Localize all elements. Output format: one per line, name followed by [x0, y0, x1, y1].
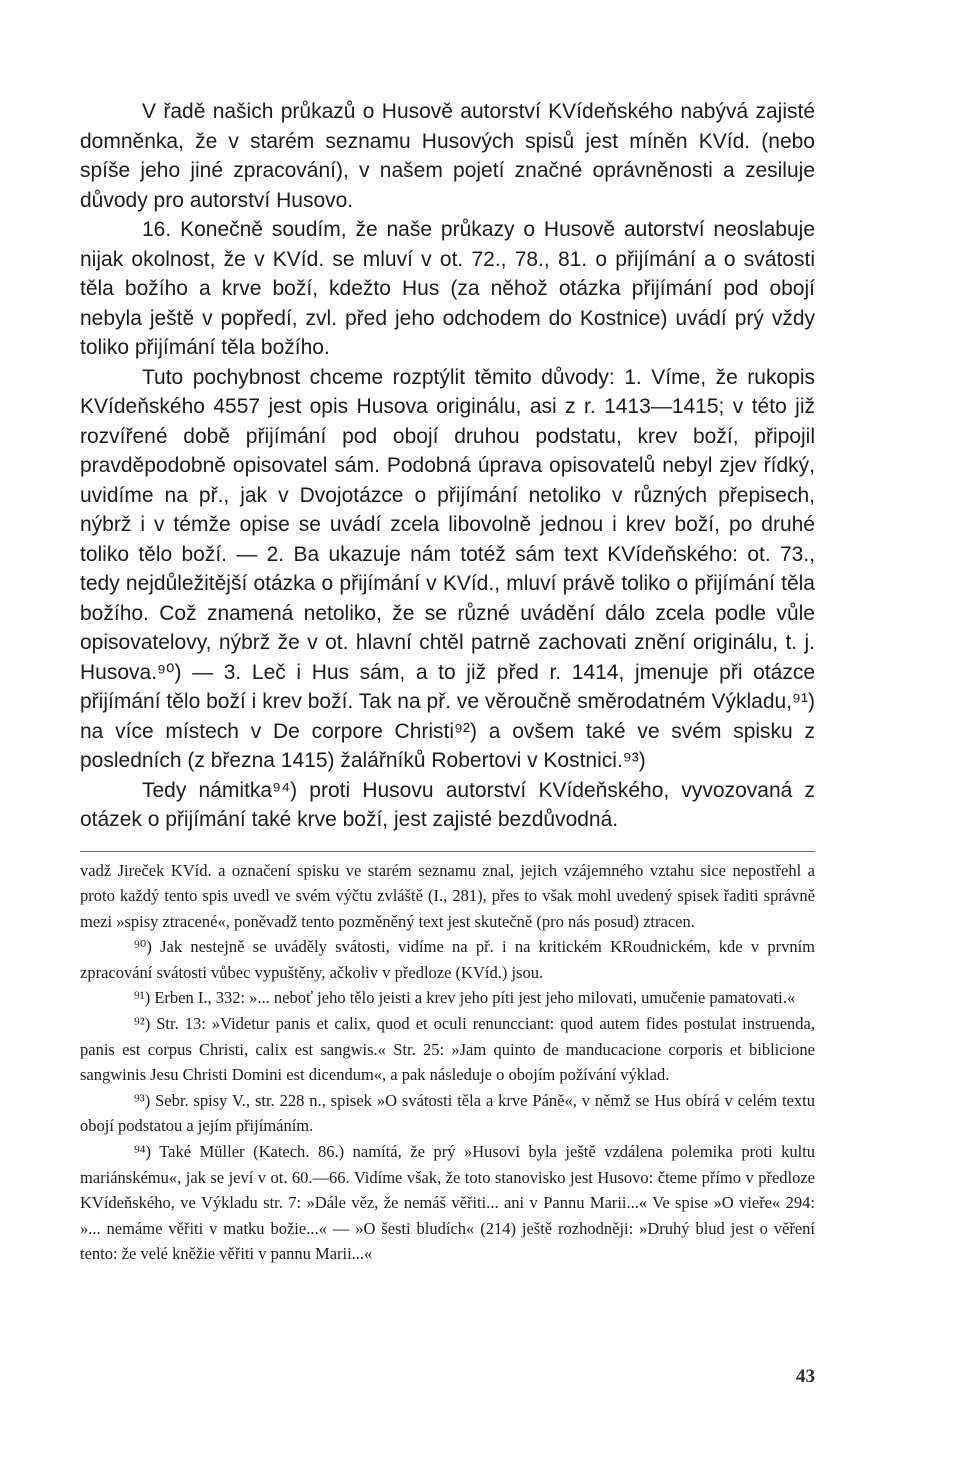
footnote-divider: [80, 851, 815, 852]
footnotes: [80, 858, 815, 1268]
footnote-91: ⁹¹) Erben I., 332: »... neboť jeho tělo jeisti a krev jeho píti jest jeho milovati, umučenie pamatovati.«: [134, 988, 796, 1008]
paragraph-2: 16. Konečně soudím, že naše průkazy o Husově autorství neoslabuje nijak okolnost, že v KVíd. se mluví v ot. 72., 78., 81. o přijímání a o svátosti těla božího a krve boží, kdežto Hus (za něhož otázka přijímání pod obojí nebyla ještě v popředí, zvl. před jeho odchodem do Kostnice) uvádí prý vždy toliko přijímání těla božího.: [80, 218, 815, 359]
main-text: [80, 97, 815, 835]
footnote-94: ⁹⁴) Také Müller (Katech. 86.) namítá, že prý »Husovi byla ještě vzdálena polemika proti kultu mariánskému«, jak se jeví v ot. 60.—66. Vidíme však, že toto stanovisko jest Husovo: čteme přímo v předloze KVídeňského, ve Výkladu str. 7: »Dále věz, že nemáš věřiti... ani v Pannu Marii...« Ve spise »O vieře« 294: »... nemáme věřiti v matku božie...« — »O šesti bludích« (214) ještě rozhodněji: »Druhý blud jest o věření tento: že velé kněžie věřiti v pannu Marii...«: [80, 1142, 815, 1264]
paragraph-1: V řadě našich průkazů o Husově autorství KVídeňského nabývá zajisté domněnka, že v starém seznamu Husových spisů jest míněn KVíd. (nebo spíše jeho jiné zpracování), v našem pojetí značné oprávněnosti a zesiluje důvody pro autorství Husovo.: [80, 100, 815, 212]
paragraph-3: Tuto pochybnost chceme rozptýlit těmito důvody: 1. Víme, že rukopis KVídeňského 4557 jest opis Husova originálu, asi z r. 1413—1415; v této již rozvířené době přijímání pod obojí druhou podstatu, krev boží, připojil pravděpodobně opisovatel sám. Podobná úprava opisovatelů nebyl zjev řídký, uvidíme na př., jak v Dvojotázce o přijímání netoliko v různých přepisech, nýbrž i v témže opise se uvádí zcela libovolně jednou i krev boží, po druhé toliko tělo boží. — 2. Ba ukazuje nám totéž sám text KVídeňského: ot. 73., tedy nejdůležitější otázka o přijímání v KVíd., mluví právě toliko o přijímání těla božího. Což znamená netoliko, že se různé uvádění dálo zcela podle vůle opisovatelovy, nýbrž že v ot. hlavní chtěl patrně zachovati znění originálu, t. j. Husova.⁹⁰) — 3. Leč i Hus sám, a to již před r. 1414, jmenuje při otázce přijímání tělo boží i krev boží. Tak na př. ve věroučně směrodatném Výkladu,⁹¹) na více místech v De corpore Christi⁹²) a ovšem také ve svém spisku z posledních (z března 1415) žalářníků Robertovi v Kostnici.⁹³): [80, 365, 815, 772]
footnote-92: ⁹²) Str. 13: »Videtur panis et calix, quod et oculi renuncciant: quod autem fides postulat instruenda, panis est corpus Christi, calix est sangwis.« Str. 25: »Jam quinto de manducacione corporis et biblicione sangwinis Jesu Christi Domini est dicendum«, a pak následuje o obojím požívání výklad.: [80, 1014, 815, 1085]
paragraph-4: Tedy námitka⁹⁴) proti Husovu autorství KVídeňského, vyvozovaná z otázek o přijímání také krve boží, jest zajisté bezdůvodná.: [80, 778, 815, 831]
footnote-93: ⁹³) Sebr. spisy V., str. 228 n., spisek »O svátosti těla a krve Páně«, v němž se Hus obírá v celém textu obojí podstatou a jejím přijímáním.: [80, 1090, 815, 1136]
footnote-90: ⁹⁰) Jak nestejně se uváděly svátosti, vidíme na př. i na kritickém KRoudnickém, kde v prvním zpracování svátosti vůbec vypuštěny, ačkoliv v předloze (KVíd.) jsou.: [80, 937, 815, 982]
page-body: [80, 97, 815, 1267]
footnote-continuation: vadž Jireček KVíd. a označení spisku ve starém seznamu znal, jejich vzájemného vztahu sice nepostřehl a proto každý tento spis uvedl ve svém výčtu zvláště (I., 281), přes to však mohl uvedený spisek řaditi správně mezi »spisy ztracené«, poněvadž tento pozměněný text jest skutečně (pro nás posud) ztracen.: [80, 860, 815, 931]
page-number: 43: [796, 1366, 815, 1387]
